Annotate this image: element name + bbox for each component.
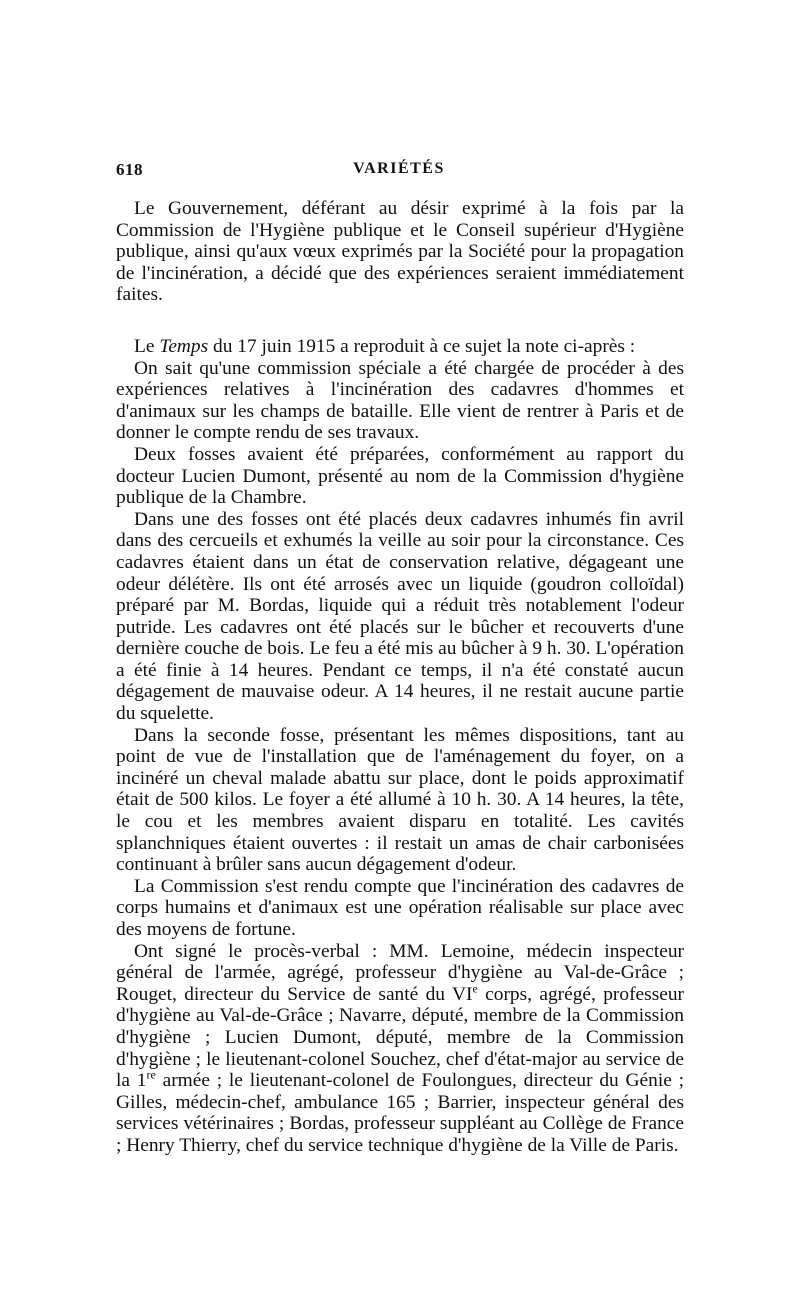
temps-intro: Le — [134, 335, 160, 357]
paragraph-government-decision: Le Gouvernement, déférant au désir exprimé à la fois par la Commission de l'Hygiène publique et le Conseil supérieur d'Hygiène publique, ainsi qu'aux vœux exprimés par la Société pour la propagation de l'incinération, a décidé que des expériences seraient immédiatement faites. — [116, 198, 684, 306]
superscript-re: re — [146, 1067, 156, 1082]
paragraph-first-fosse: Dans une des fosses ont été placés deux cadavres inhumés fin avril dans des cercueils et exhumés la veille au soir pour la circonstance. Ces cadavres étaient dans un état de conservation relative, dégageant une odeur délétère. Ils ont été arrosés avec un liquide (goudron colloïdal) préparé par M. Bordas, liquide qui a réduit très notablement l'odeur putride. Les cadavres ont été placés sur le bûcher et recouverts d'une dernière couche de bois. Le feu a été mis au bûcher à 9 h. 30. L'opération a été finie à 14 heures. Pendant ce temps, il n'a été constaté aucun dégagement de mauvaise odeur. A 14 heures, il ne restait aucune partie du squelette. — [116, 508, 684, 725]
paragraph-temps-note — [116, 336, 684, 358]
paragraph-second-fosse: Dans la seconde fosse, présentant les mêmes dispositions, tant au point de vue de l'installation que de l'aménagement du foyer, on a incinéré un cheval malade abattu sur place, dont le poids approximatif était de 500 kilos. Le foyer a été allumé à 10 h. 30. A 14 heures, la tête, le cou et les membres avaient disparu en totalité. Les cavités splanchniques étaient ouvertes : il restait un amas de chair carbonisées continuant à brûler sans aucun dégagement d'odeur. — [116, 724, 684, 876]
paragraph-conclusion: La Commission s'est rendu compte que l'incinération des cadavres de corps humains et d'animaux est une opération réalisable sur place avec des moyens de fortune. — [116, 875, 684, 940]
paragraph-signatories — [116, 941, 684, 1157]
temps-date: du 17 juin 1915 a reproduit à ce sujet la note ci-après : — [208, 335, 636, 357]
signatories-part-2: corps, agrégé, professeur d'hygiène au Val-de-Grâce ; Navarre, député, membre de la Commission d'hygiène ; Lucien Dumont, député, membre de la Commission d'hygiène ; le lieutenant-colonel Souchez, chef d'état-major au service de la 1 — [116, 983, 685, 1092]
body-text — [116, 198, 684, 1157]
page-number: 618 — [116, 160, 143, 179]
signatories-part-1: Ont signé le procès-verbal : MM. Lemoine, médecin inspecteur général de l'armée, agrégé, professeur d'hygiène au Val-de-Grâce ; Rouget, directeur du Service de santé du VI — [116, 940, 684, 1005]
newspaper-title: Temps — [159, 335, 209, 357]
page-header — [112, 160, 686, 186]
running-head: VARIÉTÉS — [353, 160, 445, 177]
paragraph-fosses: Deux fosses avaient été préparées, conformément au rapport du docteur Lucien Dumont, présenté au nom de la Commission d'hygiène publique de la Chambre. — [116, 443, 684, 509]
superscript-e: e — [472, 981, 478, 996]
signatories-part-3: armée ; le lieutenant-colonel de Foulongues, directeur du Génie ; Gilles, médecin-chef, ambulance 165 ; Barrier, inspecteur général des services vétérinaires ; Bordas, professeur suppléant au Collège de France ; Henry Thierry, chef du service technique d'hygiène de la Ville de Paris. — [116, 1070, 684, 1156]
paragraph-commission: On sait qu'une commission spéciale a été chargée de procéder à des expériences relatives à l'incinération des cadavres d'hommes et d'animaux sur les champs de bataille. Elle vient de rentrer à Paris et de donner le compte rendu de ses travaux. — [116, 357, 684, 444]
